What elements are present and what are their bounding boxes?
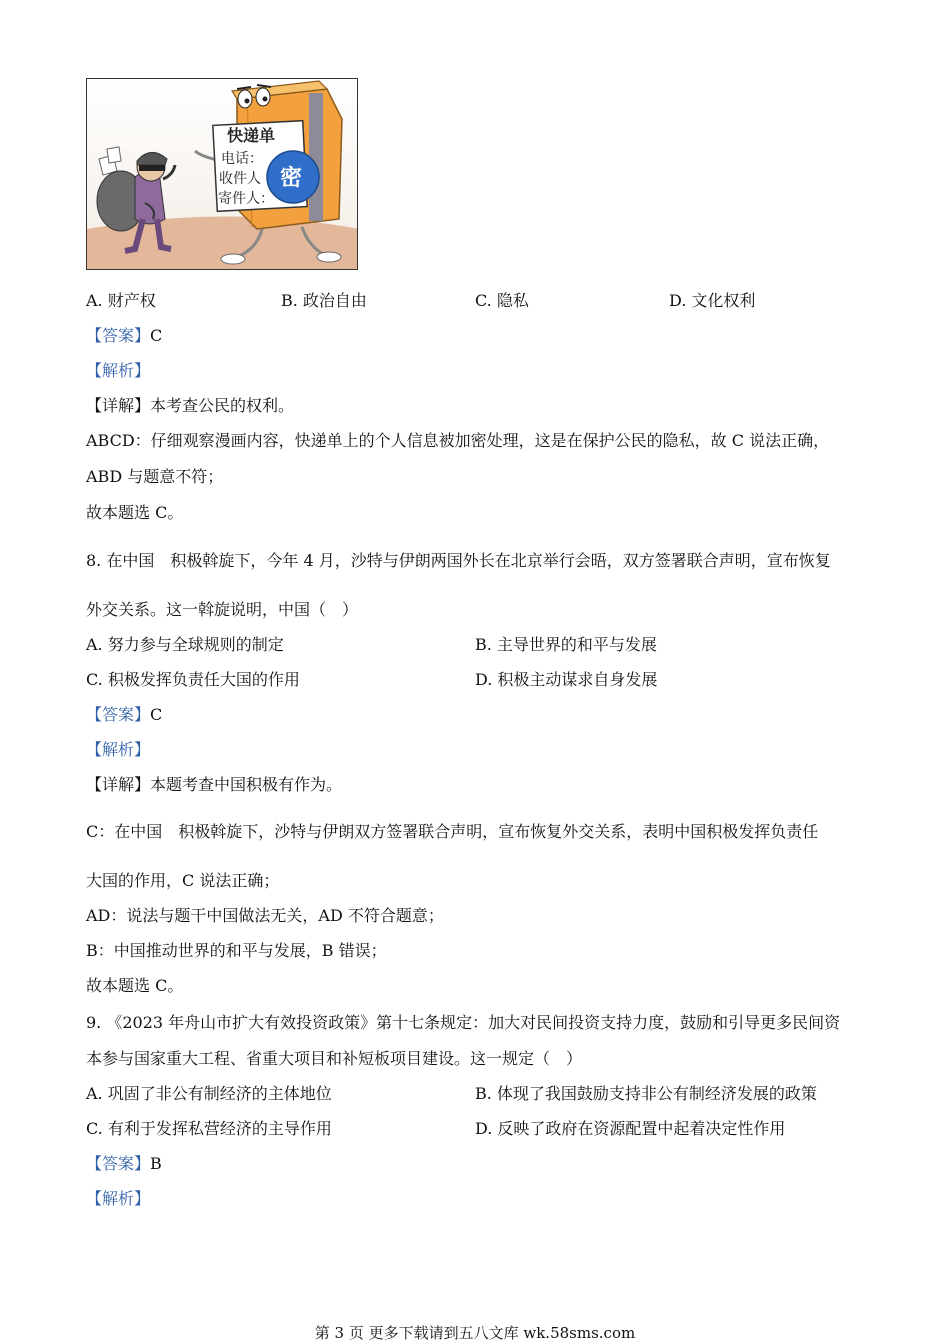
q7-detail: 【详解】本考查公民的权利。: [86, 396, 295, 415]
page-footer: 第 3 页 更多下载请到五八文库 wk.58sms.com: [314, 1324, 636, 1342]
cartoon-illustration: [87, 79, 358, 270]
q9-stem-line2: 本参与国家重大工程、省重大项目和补短板项目建设。这一规定（ ）: [86, 1049, 583, 1068]
q9-analysis-tag: 【解析】: [86, 1189, 151, 1208]
q7-explanation-line1: ABCD：仔细观察漫画内容，快递单上的个人信息被加密处理，这是在保护公民的隐私，故 C 说法正确，: [86, 431, 830, 450]
q9-answer-line: [86, 1154, 162, 1174]
q8-explanation-line3: AD：说法与题干中国做法无关，AD 不符合题意；: [86, 906, 444, 925]
q7-explanation-line2: ABD 与题意不符；: [86, 467, 224, 486]
q9-answer: B: [150, 1154, 162, 1173]
q8-stem-line2: 外交关系。这一斡旋说明，中国（ ）: [86, 600, 359, 619]
q9-option-c: C. 有利于发挥私营经济的主导作用: [86, 1119, 332, 1138]
answer-tag: 【答案】: [86, 326, 151, 345]
q8-analysis-tag: 【解析】: [86, 740, 151, 759]
q7-answer-line: [86, 326, 162, 346]
q8-explanation-line1: C：在中国 积极斡旋下，沙特与伊朗双方签署联合声明，宣布恢复外交关系，表明中国积极发挥负责任: [86, 822, 819, 841]
q7-answer: C: [150, 326, 163, 345]
q8-option-d: D. 积极主动谋求自身发展: [475, 670, 658, 689]
q8-stem-line1: 8. 在中国 积极斡旋下，今年 4 月，沙特与伊朗两国外长在北京举行会晤，双方签署联合声明，宣布恢复: [86, 551, 831, 570]
q7-analysis-tag: 【解析】: [86, 361, 151, 380]
q8-answer-line: [86, 705, 162, 725]
q7-option-a: A. 财产权: [86, 291, 156, 310]
q7-option-d: D. 文化权利: [669, 291, 756, 310]
q7-conclusion: 故本题选 C。: [86, 503, 184, 522]
slip-receiver: 收件人: [219, 171, 261, 187]
q8-option-c: C. 积极发挥负责任大国的作用: [86, 670, 300, 689]
q8-option-a: A. 努力参与全球规则的制定: [86, 635, 284, 654]
slip-sender: 寄件人：: [218, 191, 274, 207]
q8-answer: C: [150, 705, 163, 724]
q7-option-c: C. 隐私: [475, 291, 529, 310]
q8-conclusion: 故本题选 C。: [86, 976, 184, 995]
q8-option-b: B. 主导世界的和平与发展: [475, 635, 657, 654]
q9-stem-line1: 9. 《2023 年舟山市扩大有效投资政策》第十七条规定：加大对民间投资支持力度，鼓励和引导更多民间资: [86, 1013, 841, 1032]
slip-phone: 电话：: [221, 151, 263, 167]
answer-tag: 【答案】: [86, 705, 151, 724]
q8-detail: 【详解】本题考查中国积极有作为。: [86, 775, 343, 794]
q8-explanation-line4: B：中国推动世界的和平与发展，B 错误；: [86, 941, 387, 960]
q7-option-b: B. 政治自由: [281, 291, 367, 310]
slip-title: 快递单: [227, 126, 276, 145]
seal-label: 密: [280, 166, 303, 191]
q9-option-d: D. 反映了政府在资源配置中起着决定性作用: [475, 1119, 786, 1138]
q8-explanation-line2: 大国的作用，C 说法正确；: [86, 871, 280, 890]
privacy-cartoon: [86, 78, 358, 270]
q9-option-b: B. 体现了我国鼓励支持非公有制经济发展的政策: [475, 1084, 817, 1103]
answer-tag: 【答案】: [86, 1154, 151, 1173]
q9-option-a: A. 巩固了非公有制经济的主体地位: [86, 1084, 332, 1103]
secret-seal: [267, 151, 319, 203]
